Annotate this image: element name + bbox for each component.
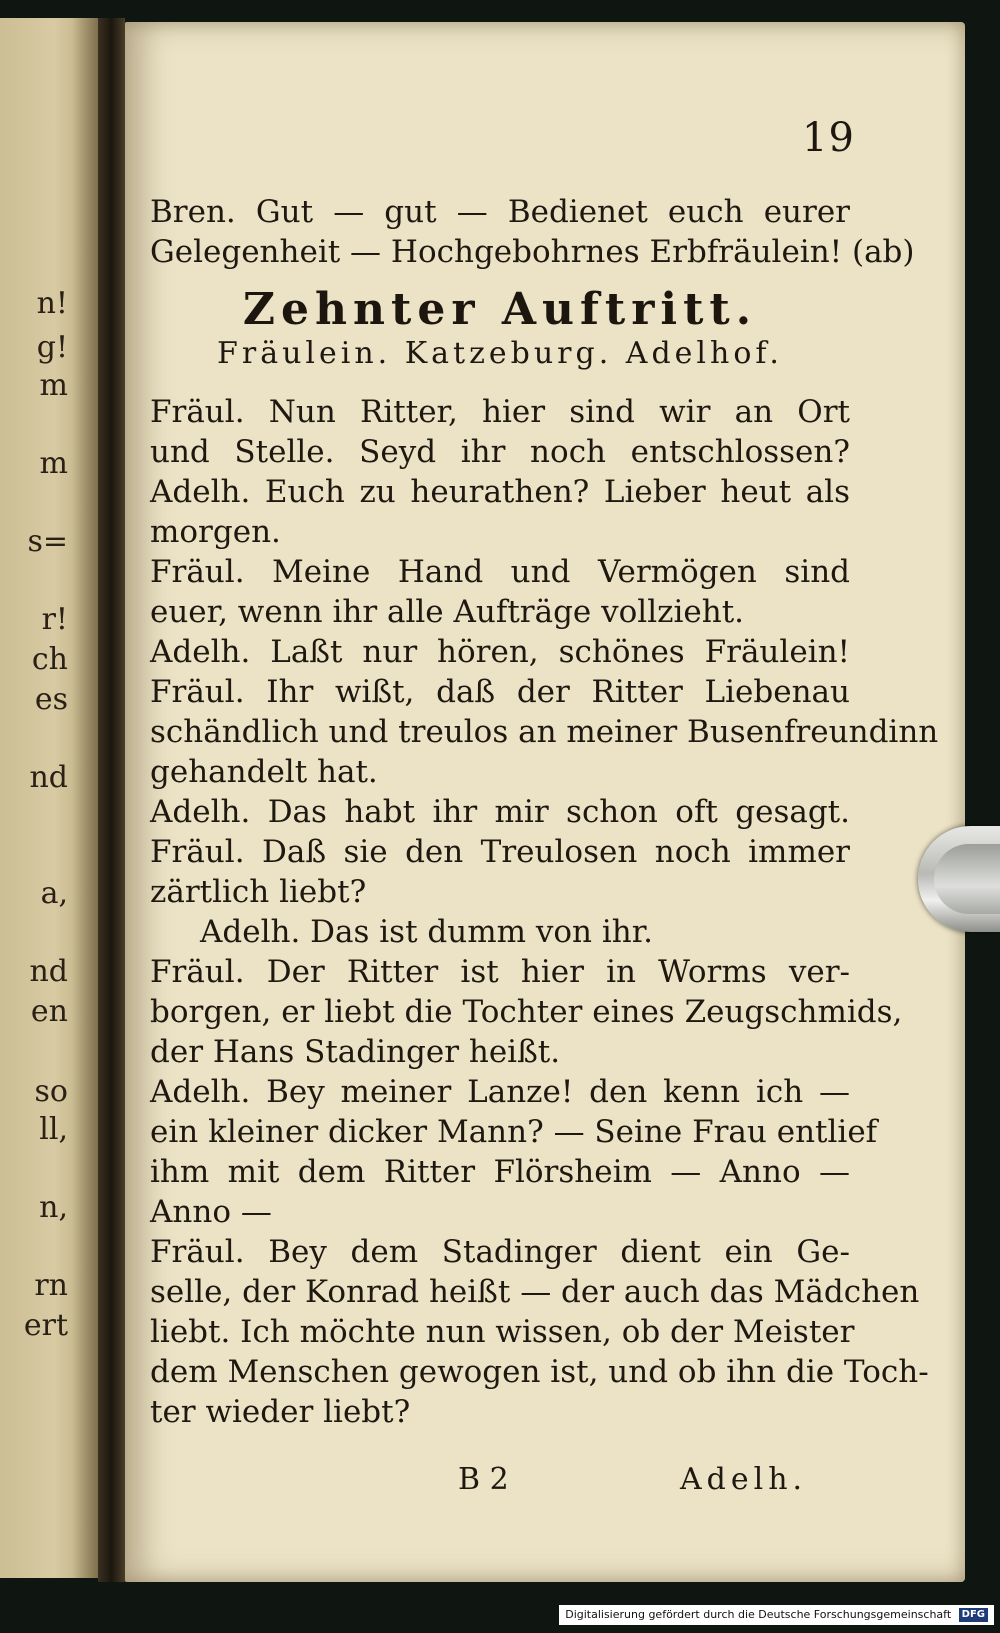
- text-line: Gelegenheit — Hochgebohrnes Erbfräulein! (ab): [150, 234, 915, 270]
- dialogue-line: Adelh. Das ist dumm von ihr.: [200, 914, 653, 950]
- dialogue-line: gehandelt hat.: [150, 754, 378, 790]
- left-page-fragment: en: [30, 994, 68, 1029]
- signature-mark: B 2: [458, 1462, 509, 1497]
- dialogue-line: zärtlich liebt?: [150, 874, 367, 910]
- dialogue-line: Anno —: [150, 1194, 272, 1230]
- credit-text: Digitalisierung gefördert durch die Deutsche Forschungsgemeinschaft: [565, 1608, 952, 1621]
- dialogue-line: Adelh. Euch zu heurathen? Lieber heut als: [150, 474, 850, 510]
- book-gutter: [98, 18, 125, 1582]
- left-page-fragment: s=: [27, 524, 68, 559]
- dialogue-line: borgen, er liebt die Tochter eines Zeugschmids,: [150, 994, 903, 1030]
- dialogue-line: euer, wenn ihr alle Aufträge vollzieht.: [150, 594, 745, 630]
- text-line: Bren. Gut — gut — Bedienet euch eurer: [150, 194, 850, 230]
- digitization-credit: [559, 1605, 994, 1625]
- dialogue-line: Fräul. Nun Ritter, hier sind wir an Ort: [150, 394, 850, 430]
- left-page-fragment: rn: [34, 1268, 68, 1303]
- dialogue-line: Adelh. Bey meiner Lanze! den kenn ich —: [150, 1074, 850, 1110]
- left-page-fragment: m: [39, 446, 68, 481]
- left-page-fragment: n!: [36, 286, 68, 321]
- dialogue-line: liebt. Ich möchte nun wissen, ob der Meister: [150, 1314, 855, 1350]
- dialogue-line: und Stelle. Seyd ihr noch entschlossen?: [150, 434, 850, 470]
- dialogue-line: schändlich und treulos an meiner Busenfreundinn: [150, 714, 939, 750]
- dfg-logo: DFG: [959, 1608, 988, 1622]
- catchword: Adelh.: [680, 1462, 808, 1497]
- dialogue-line: morgen.: [150, 514, 281, 550]
- left-page-edge: [0, 18, 98, 1578]
- dialogue-line: der Hans Stadinger heißt.: [150, 1034, 561, 1070]
- dialogue-line: Fräul. Bey dem Stadinger dient ein Ge-: [150, 1234, 850, 1270]
- left-page-fragment: ll,: [39, 1112, 68, 1147]
- dialogue-line: ihm mit dem Ritter Flörsheim — Anno —: [150, 1154, 850, 1190]
- book-spine-shadow: [72, 18, 98, 1578]
- scene-persons: Fräulein. Katzeburg. Adelhof.: [217, 336, 783, 371]
- left-page-fragment: g!: [36, 330, 68, 365]
- left-page-fragment: n,: [39, 1190, 68, 1225]
- left-page-fragment: nd: [29, 954, 68, 989]
- dialogue-line: Adelh. Das habt ihr mir schon oft gesagt.: [150, 794, 850, 830]
- left-page-fragment: ch: [31, 642, 68, 677]
- left-page-fragment: so: [34, 1074, 68, 1109]
- left-page-fragment: r!: [41, 602, 68, 637]
- page-number: 19: [802, 115, 855, 161]
- dialogue-line: Adelh. Laßt nur hören, schönes Fräulein!: [150, 634, 850, 670]
- dialogue-line: Fräul. Der Ritter ist hier in Worms ver-: [150, 954, 850, 990]
- left-page-fragment: nd: [29, 760, 68, 795]
- dialogue-line: Fräul. Ihr wißt, daß der Ritter Liebenau: [150, 674, 850, 710]
- dialogue-line: ter wieder liebt?: [150, 1394, 411, 1430]
- left-page-fragment: m: [39, 368, 68, 403]
- bookmark-clip-inner: [934, 844, 1000, 914]
- dialogue-line: selle, der Konrad heißt — der auch das Mädchen: [150, 1274, 920, 1310]
- dialogue-line: Fräul. Meine Hand und Vermögen sind: [150, 554, 850, 590]
- left-page-fragment: es: [34, 682, 68, 717]
- dialogue-line: Fräul. Daß sie den Treulosen noch immer: [150, 834, 850, 870]
- left-page-fragment: a,: [40, 876, 68, 911]
- dialogue-line: ein kleiner dicker Mann? — Seine Frau entlief: [150, 1114, 878, 1150]
- left-page-fragment: ert: [23, 1308, 68, 1343]
- dialogue-line: dem Menschen gewogen ist, und ob ihn die Toch-: [150, 1354, 929, 1390]
- scene-heading: Zehnter Auftritt.: [242, 284, 758, 335]
